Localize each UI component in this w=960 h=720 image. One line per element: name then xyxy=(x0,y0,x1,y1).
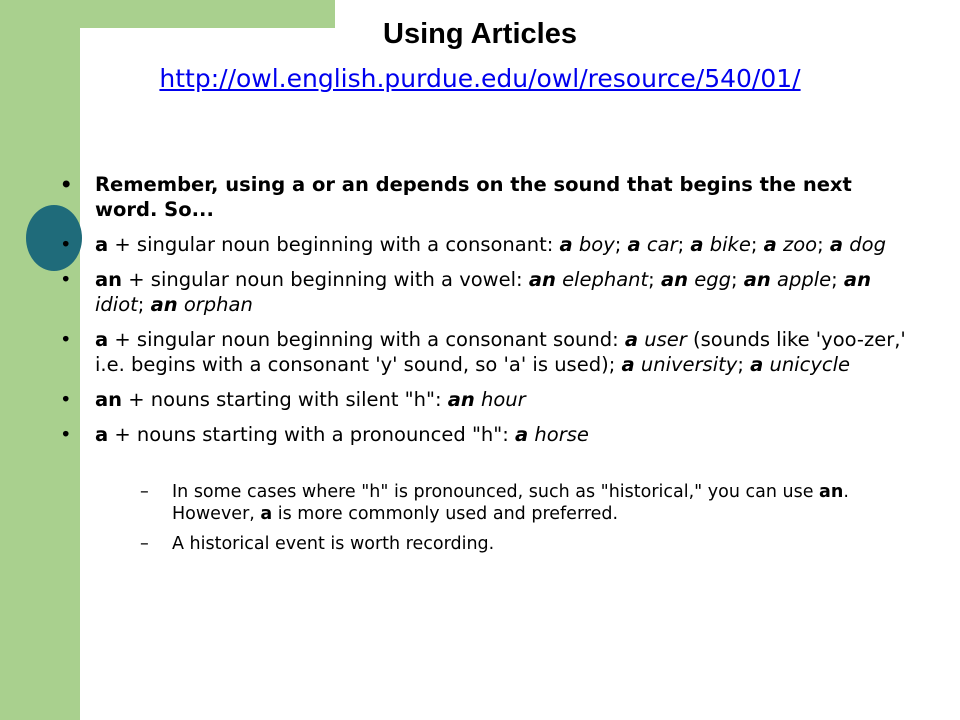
separator: ; xyxy=(831,268,844,291)
rule-text: + nouns starting with silent "h": xyxy=(122,388,448,411)
bullet-remember-text: Remember, using a or an depends on the sound that begins the next word. So... xyxy=(95,173,852,221)
article: a xyxy=(95,423,109,446)
example-article: a xyxy=(515,423,529,446)
bullet-an-vowel xyxy=(60,267,920,317)
separator: ; xyxy=(614,233,628,256)
example-noun: apple xyxy=(777,268,832,291)
example-article: an xyxy=(528,268,556,291)
example-noun: idiot xyxy=(95,293,138,316)
sub-list xyxy=(95,481,920,555)
example-article: a xyxy=(559,233,573,256)
rule-text: + singular noun beginning with a consonant: xyxy=(108,233,560,256)
sub-text: A historical event is worth recording. xyxy=(172,534,495,554)
example-noun: bike xyxy=(709,233,751,256)
example-noun: boy xyxy=(578,233,615,256)
bullet-a-pronounced-h xyxy=(60,422,920,555)
bullet-a-consonant-sound xyxy=(60,327,920,377)
example-noun: dog xyxy=(849,233,886,256)
separator: ; xyxy=(750,233,764,256)
example-article: a xyxy=(829,233,844,256)
example-article: a xyxy=(624,328,639,351)
example-noun: user xyxy=(644,328,687,351)
separator: ; xyxy=(677,233,691,256)
example-article: an xyxy=(150,293,178,316)
separator: ; xyxy=(648,268,661,291)
example-noun: university xyxy=(640,353,738,376)
separator: ; xyxy=(137,293,151,316)
rule-text: + singular noun beginning with a vowel: xyxy=(122,268,529,291)
example-article: an xyxy=(843,268,871,291)
bullet-list xyxy=(60,172,920,565)
example-noun: horse xyxy=(534,423,589,446)
separator: ; xyxy=(817,233,830,256)
article: an xyxy=(95,268,123,291)
example-noun: car xyxy=(646,233,678,256)
example-noun: elephant xyxy=(562,268,649,291)
rule-text: + nouns starting with a pronounced "h": xyxy=(108,423,516,446)
example-article: an xyxy=(660,268,688,291)
source-link[interactable]: http://owl.english.purdue.edu/owl/resource/540/01/ xyxy=(159,64,801,93)
example-article: an xyxy=(447,388,475,411)
article: a xyxy=(95,328,109,351)
article: a xyxy=(95,233,109,256)
example-noun: unicycle xyxy=(769,353,851,376)
example-noun: egg xyxy=(694,268,731,291)
example-article: a xyxy=(621,353,635,376)
rule-text: + singular noun beginning with a consonant sound: xyxy=(108,328,625,351)
example-noun: hour xyxy=(481,388,526,411)
bullet-a-consonant xyxy=(60,232,920,257)
sub-example-sentence xyxy=(95,533,920,555)
example-article: a xyxy=(750,353,764,376)
example-noun: zoo xyxy=(783,233,818,256)
article: an xyxy=(819,482,844,502)
explanation: (sounds like 'yoo-zer,' i.e. begins with a consonant 'y' sound, so 'a' is used); xyxy=(95,328,906,376)
example-noun: orphan xyxy=(183,293,253,316)
sub-text: is more commonly used and preferred. xyxy=(272,504,619,524)
bullet-remember xyxy=(60,172,920,222)
separator: ; xyxy=(730,268,744,291)
example-article: a xyxy=(690,233,704,256)
example-article: an xyxy=(743,268,771,291)
sub-text: In some cases where "h" is pronounced, such as "historical," you can use xyxy=(172,482,820,502)
sub-text: . However, xyxy=(172,482,849,524)
example-article: a xyxy=(627,233,641,256)
separator: ; xyxy=(737,353,751,376)
article: a xyxy=(260,504,273,524)
sub-note-historical xyxy=(95,481,920,525)
slide-title: Using Articles xyxy=(383,18,577,50)
examples xyxy=(560,233,886,256)
article: an xyxy=(95,388,123,411)
bullet-an-silent-h xyxy=(60,387,920,412)
example-article: a xyxy=(763,233,777,256)
